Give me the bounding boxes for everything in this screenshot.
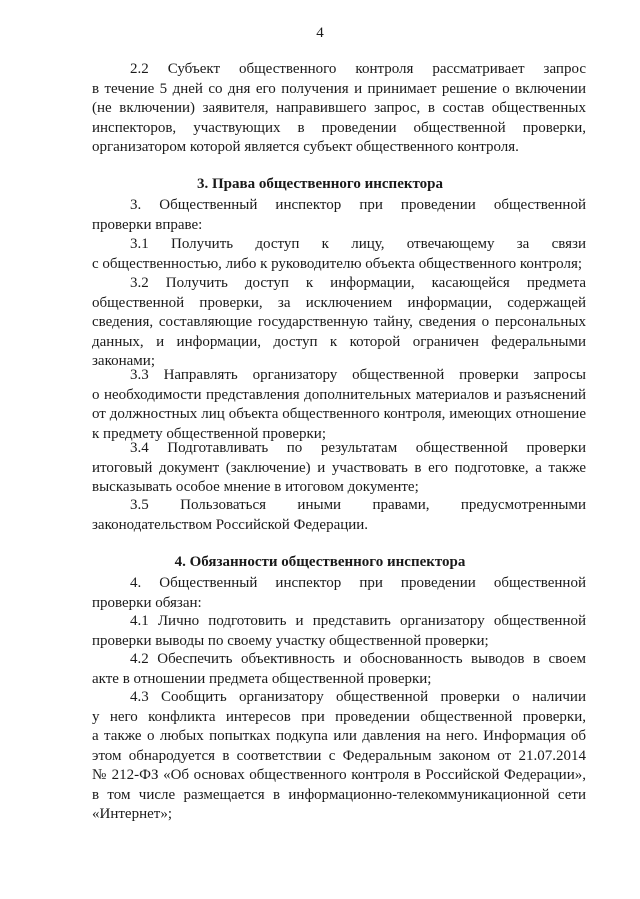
text-line: 4.1 Лично подготовить и представить организатору общественной [130,613,586,629]
text-line: 4. Общественный инспектор при проведении общественной [130,575,586,591]
paragraph-4 [92,574,586,613]
text-line: этом обнародуется в соответствии с Федеральным законом от 21.07.2014 [92,747,586,764]
text-line: № 212-ФЗ «Об основах общественного контроля в Российской Федерации», [92,767,586,783]
text-line: проверки вправе: [92,216,203,233]
text-line: к предмету общественной проверки; [92,425,326,442]
paragraph-4-2 [92,650,586,689]
paragraph-3 [92,196,586,235]
text-line: инспекторов, участвующих в проведении общественной проверки, [92,119,586,136]
section-title-duties: 4. Обязанности общественного инспектора [174,554,466,570]
section-title-rights: 3. Права общественного инспектора [196,176,444,192]
text-line: 4.3 Сообщить организатору общественной проверки о наличии [130,689,586,705]
paragraph-3-1 [92,235,586,274]
text-line: 3.2 Получить доступ к информации, касающейся предмета [130,275,586,291]
text-line: у него конфликта интересов при проведении общественной проверки, [92,708,586,725]
paragraph-4-3 [92,688,586,825]
paragraph-4-1 [92,612,586,651]
text-line: данных, и информации, доступ к которой ограничен федеральными [92,333,586,350]
text-line: законами; [92,353,155,369]
text-line: акте в отношении предмета общественной проверки; [92,670,432,687]
paragraph-3-5 [92,496,586,535]
text-line: 4.2 Обеспечить объективность и обоснованность выводов в своем [130,651,586,667]
text-line: а также о любых попытках подкупа или давления на него. Информация об [92,728,586,744]
page-number: 4 [316,25,324,41]
paragraph-3-2 [92,274,586,372]
text-line: законодательством Российской Федерации. [92,516,369,533]
text-line: от должностных лиц объекта общественного контроля, имеющих отношение [92,406,586,422]
text-line: проверки обязан: [92,594,202,611]
text-line: в течение 5 дней со дня его получения и принимает решение о включении [92,80,586,97]
paragraph-3-4 [92,439,586,498]
text-line: проверки выводы по своему участку общественной проверки; [92,632,489,649]
text-line: 3.5 Пользоваться иными правами, предусмотренными [130,497,586,513]
text-line: 3.4 Подготавливать по результатам общественной проверки [130,440,586,456]
paragraph-2-2 [92,60,586,158]
text-line: сведения, составляющие государственную тайну, сведения о персональных [92,314,586,330]
text-line: 2.2 Субъект общественного контроля рассматривает запрос [130,61,586,77]
text-line: 3.1 Получить доступ к лицу, отвечающему за связи [130,236,586,252]
text-line: (не включении) заявителя, направившего запрос, в состав общественных [92,100,586,116]
text-line: с общественностью, либо к руководителю объекта общественного контроля; [92,255,583,272]
paragraph-3-3 [92,366,586,444]
text-line: о необходимости представления дополнительных материалов и разъяснений [92,386,586,403]
text-line: 3. Общественный инспектор при проведении общественной [130,197,586,213]
text-line: организатором которой является субъект общественного контроля. [92,139,519,155]
text-line: общественной проверки, за исключением информации, содержащей [92,294,586,311]
text-line: высказывать особое мнение в итоговом документе; [92,479,419,495]
text-line: «Интернет»; [92,806,172,822]
text-line: итоговый документ (заключение) и участвовать в его подготовке, а также [92,459,586,476]
text-line: в том числе размещается в информационно-телекоммуникационной сети [92,786,586,803]
text-line: 3.3 Направлять организатору общественной проверки запросы [130,367,586,383]
